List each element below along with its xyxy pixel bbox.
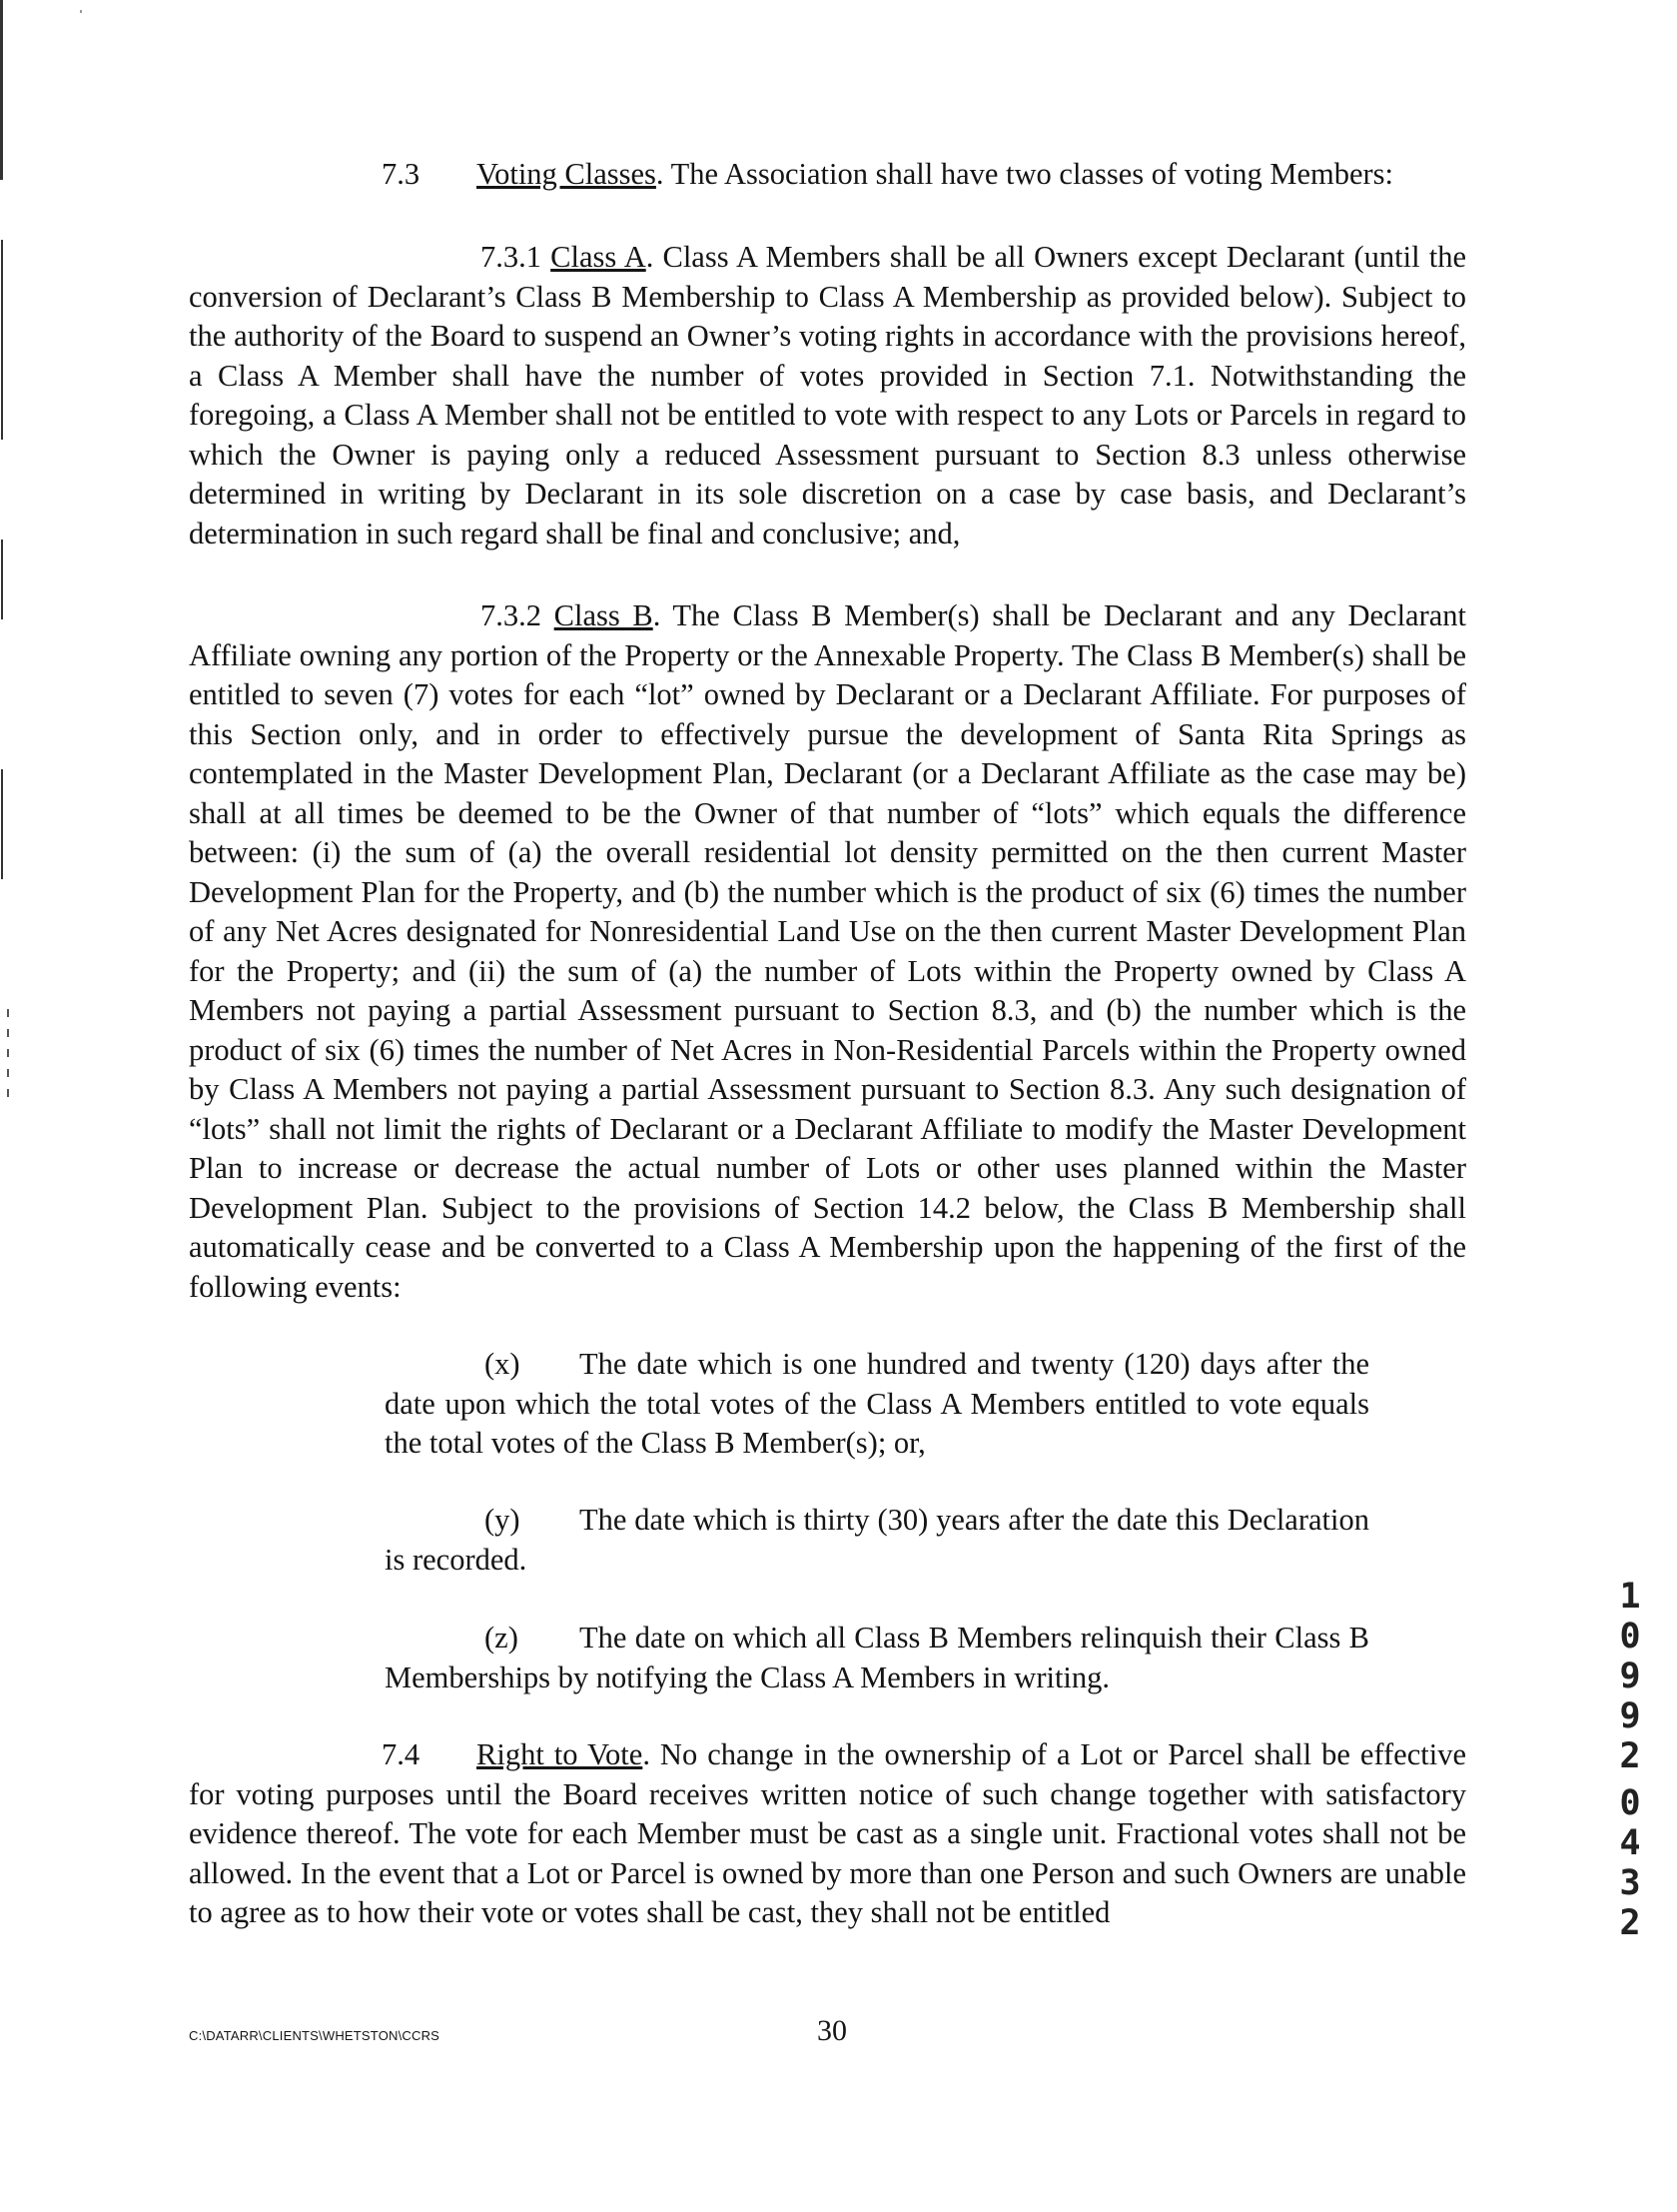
list-marker: (x) [484,1347,520,1381]
section-7-3-2 [189,596,1466,1307]
section-text: . No change in the ownership of a Lot or Parcel shall be effective for voting purposes until the Board receives written notice of such change together with satisfactory evidence thereof. The vote for each Member must be cast as a single unit. Fractional votes shall not be allowed. In the event that a Lot or Parcel is owned by more than one Person and such Owners are unable to agree as to how their vote or votes shall be cast, they shall not be entitled [189,1737,1466,1929]
list-marker: (z) [484,1621,518,1655]
recording-number-top [1610,1577,1650,1776]
scan-edge-line [1,240,3,440]
stamp-digit: 2 [1619,1736,1641,1776]
section-7-4 [189,1735,1466,1933]
section-number: 7.3 [382,157,420,191]
stamp-digit: 9 [1619,1657,1641,1696]
section-number: 7.3.2 [480,598,541,632]
section-heading: Class A [550,240,646,274]
stamp-digit: 1 [1619,1577,1641,1617]
section-heading: Voting Classes [476,157,656,191]
scan-edge-line [1,540,3,619]
scan-dot [7,1009,9,1017]
stamp-digit: 4 [1619,1823,1641,1863]
section-number: 7.4 [382,1737,420,1771]
scan-dot [7,1029,9,1037]
section-7-3 [189,155,1466,195]
section-number: 7.3.1 [480,240,541,274]
stamp-digit: 3 [1619,1863,1641,1903]
scan-dot [7,1049,9,1057]
stamp-digit: 0 [1619,1617,1641,1657]
list-marker: (y) [484,1503,520,1537]
stamp-digit: 0 [1619,1783,1641,1823]
section-heading: Right to Vote [476,1737,643,1771]
scan-dot [7,1069,9,1077]
list-item-x [385,1345,1369,1464]
list-item-text: The date which is one hundred and twenty (120) days after the date upon which the total votes of the Class A Members entitled to vote equals the total votes of the Class B Member(s); or, [385,1347,1369,1460]
section-text: . Class A Members shall be all Owners except Declarant (until the conversion of Declarant’s Class B Membership to Class A Membership as provided below). Subject to the authority of the Board to suspend an Owner’s voting rights in accordance with the provisions hereof, a Class A Member shall have the number of votes provided in Section 7.1. Notwithstanding the foregoing, a Class A Member shall not be entitled to vote with respect to any Lots or Parcels in regard to which the Owner is paying only a reduced Assessment pursuant to Section 8.3 unless otherwise determined in writing by Declarant in its sole discretion on a case by case basis, and Declarant’s determination in such regard shall be final and conclusive; and, [189,240,1466,551]
scan-dot [7,1089,9,1097]
stamp-digit: 9 [1619,1696,1641,1736]
section-text: . The Association shall have two classes of voting Members: [655,157,1394,191]
list-item-y [385,1501,1369,1580]
list-item-text: The date on which all Class B Members relinquish their Class B Memberships by notifying the Class A Members in writing. [385,1621,1369,1694]
scan-mark [80,10,82,13]
stamp-digit: 2 [1619,1903,1641,1943]
recording-number-bottom [1610,1783,1650,1943]
scan-edge-line [0,0,3,180]
list-item-z [385,1619,1369,1697]
section-heading: Class B [553,598,653,632]
footer-file-path: C:\DATARR\CLIENTS\WHETSTON\CCRS [189,2028,440,2043]
section-7-3-1 [189,238,1466,553]
scan-edge-line [1,769,3,879]
page-number: 30 [817,2014,847,2047]
list-item-text: The date which is thirty (30) years after the date this Declaration is recorded. [385,1503,1369,1577]
section-text: . The Class B Member(s) shall be Declarant and any Declarant Affiliate owning any portion of the Property or the Annexable Property. The Class B Member(s) shall be entitled to seven (7) votes for each “lot” owned by Declarant or a Declarant Affiliate. For purposes of this Section only, and in order to effectively pursue the development of Santa Rita Springs as contemplated in the Master Development Plan, Declarant (or a Declarant Affiliate as the case may be) shall at all times be deemed to be the Owner of that number of “lots” which equals the difference between: (i) the sum of (a) the overall residential lot density permitted on the then current Master Development Plan for the Property, and (b) the number which is the product of six (6) times the number of any Net Acres designated for Nonresidential Land Use on the then current Master Development Plan for the Property; and (ii) the sum of (a) the number of Lots within the Property owned by Class A Members not paying a partial Assessment pursuant to Section 8.3, and (b) the number which is the product of six (6) times the number of Net Acres in Non-Residential Parcels within the Property owned by Class A Members not paying a partial Assessment pursuant to Section 8.3. Any such designation of “lots” shall not limit the rights of Declarant or a Declarant Affiliate to modify the Master Development Plan to increase or decrease the actual number of Lots or other uses planned within the Master Development Plan. Subject to the provisions of Section 14.2 below, the Class B Membership shall automatically cease and be converted to a Class A Membership upon the happening of the first of the following events: [189,598,1467,1304]
